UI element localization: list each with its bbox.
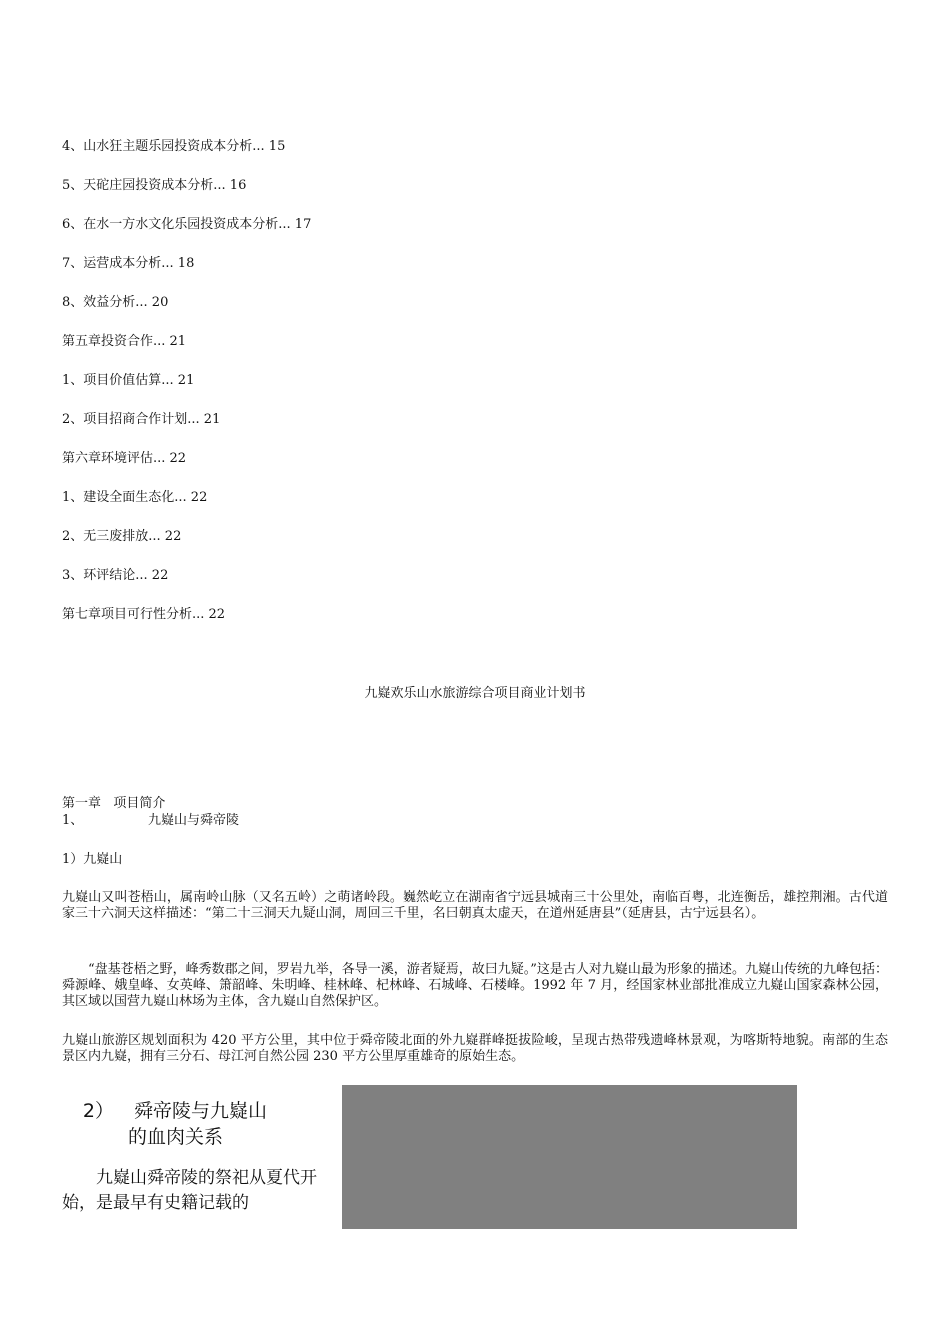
paragraph: 九嶷山又叫苍梧山，属南岭山脉（又名五岭）之萌诸岭段。巍然屹立在湖南省宁远县城南三十公里处，南临百粤，北连衡岳，雄控荆湘。古代道家三十六洞天这样描述：“第二十三洞天九疑山洞，周回三千里，名曰朝真太虚天，在道州延唐县”（延唐县，古宁远县名）。 [62,890,888,921]
toc-item: 7、运营成本分析... 18 [62,256,195,271]
toc-item: 4、山水狂主题乐园投资成本分析... 15 [62,139,286,154]
chapter-heading: 第一章 项目简介 [62,796,166,811]
toc-item: 2、项目招商合作计划... 21 [62,412,221,427]
toc-item: 2、无三废排放... 22 [62,529,182,544]
toc-item: 3、环评结论... 22 [62,568,169,583]
section-title: 九嶷山与舜帝陵 [148,813,240,828]
heading-line-2: 的血肉关系 [128,1126,224,1148]
toc-item: 1、建设全面生态化... 22 [62,490,208,505]
toc-item: 第六章环境评估... 22 [62,451,187,466]
section-number: 1、 [62,813,84,828]
toc-item: 1、项目价值估算... 21 [62,373,195,388]
section-heading-large [62,1098,332,1150]
heading-number: 2） [82,1100,114,1122]
toc-item: 第七章项目可行性分析... 22 [62,607,226,622]
paragraph: “盘基苍梧之野，峰秀数郡之间，罗岩九举，各导一溪，游者疑焉，故曰九疑。”这是古人对九嶷山最为形象的描述。九嶷山传统的九峰包括：舜源峰、娥皇峰、女英峰、箫韶峰、朱明峰、桂林峰、杞林峰、石城峰、石楼峰。1992 年 7 月，经国家林业部批准成立九嶷山国家森林公园，其区域以国营九嶷山林场为主体，含九嶷山自然保护区。 [62,962,888,1009]
paragraph: 九嶷山旅游区规划面积为 420 平方公里，其中位于舜帝陵北面的外九嶷群峰挺拔险峻，呈现古热带残遗峰林景观，为喀斯特地貌。南部的生态景区内九嶷，拥有三分石、母江河自然公园 230 平方公里厚重雄奇的原始生态。 [62,1033,888,1064]
heading-line-1: 舜帝陵与九嶷山 [134,1100,268,1122]
toc-item: 5、天砣庄园投资成本分析... 16 [62,178,247,193]
toc-item: 6、在水一方水文化乐园投资成本分析... 17 [62,217,312,232]
table-of-contents [62,139,311,646]
body-text-large: 九嶷山舜帝陵的祭祀从夏代开始，是最早有史籍记载的 [62,1168,317,1213]
sub-heading: 1）九嶷山 [62,852,123,867]
document-title: 九嶷欢乐山水旅游综合项目商业计划书 [364,686,586,701]
toc-item: 8、效益分析... 20 [62,295,169,310]
toc-item: 第五章投资合作... 21 [62,334,187,349]
image-placeholder [342,1085,797,1229]
